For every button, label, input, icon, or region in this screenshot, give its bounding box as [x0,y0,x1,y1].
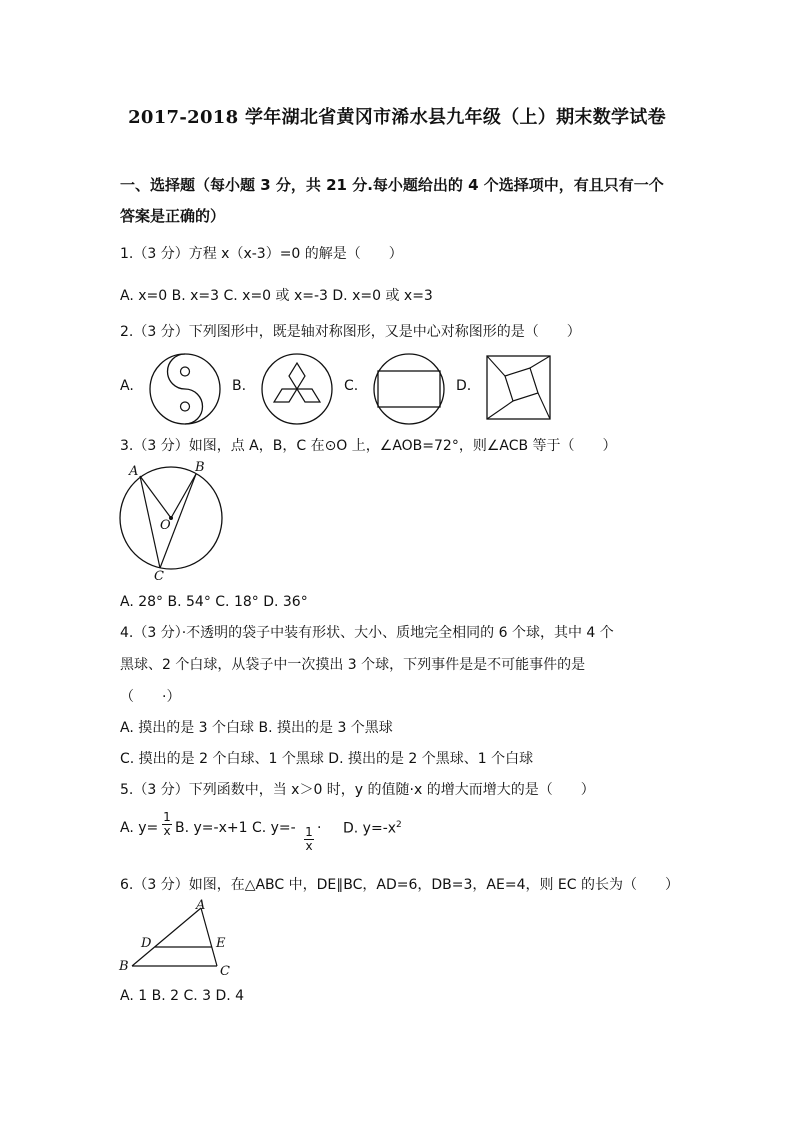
q5-option-c-fraction [304,826,314,853]
section-heading-line2: 答案是正确的） [120,207,226,225]
q5-option-d-text: D. y=-x [343,820,397,837]
q4-options-row1: A. 摸出的是 3 个白球 B. 摸出的是 3 个黑球 [120,720,393,736]
q6-point-a: A [196,898,206,913]
q6-stem: 6.（3 分）如图，在△ABC 中，DE∥BC，AD=6，DB=3，AE=4，则 EC 的长为（ ） [120,877,680,893]
q6-point-b: B [119,959,129,974]
q3-point-o: O [160,518,171,533]
q5-option-a-prefix: A. y= [120,820,159,836]
q3-stem: 3.（3 分）如图，点 A，B，C 在⊙O 上，∠AOB=72°，则∠ACB 等于（ ） [120,438,617,454]
q4-stem-line1: 4.（3 分）·不透明的袋子中装有形状、大小、质地完全相同的 6 个球，其中 4 个 [120,625,614,641]
q5-frac-c-denominator: x [305,839,313,853]
q5-option-d-exponent: 2 [396,820,402,830]
q4-options-row2: C. 摸出的是 2 个白球、1 个黑球 D. 摸出的是 2 个黑球、1 个白球 [120,751,534,767]
q5-option-d [343,820,402,837]
q6-point-c: C [220,964,230,979]
q5-option-c-tail: · [317,820,322,836]
q6-triangle-figure [112,896,242,980]
q2-figure-b-three-diamonds [258,352,336,426]
section-heading-line1: 一、选择题（每小题 3 分，共 21 分.每小题给出的 4 个选择项中，有且只有一个 [120,176,664,194]
q6-point-e: E [216,936,226,951]
q6-options: A. 1 B. 2 C. 3 D. 4 [120,988,245,1004]
q3-options: A. 28° B. 54° C. 18° D. 36° [120,594,308,610]
q1-stem: 1.（3 分）方程 x（x-3）=0 的解是（ ） [120,246,403,262]
q5-frac-a-numerator: 1 [163,810,171,824]
page-title: 2017-2018 学年湖北省黄冈市浠水县九年级（上）期末数学试卷 [128,107,666,128]
q5-frac-a-denominator: x [163,824,171,838]
q3-point-c: C [154,569,164,584]
q2-stem: 2.（3 分）下列图形中，既是轴对称图形，又是中心对称图形的是（ ） [120,324,581,340]
q4-stem-line3: （ ·） [120,689,181,705]
q6-point-d: D [141,936,152,951]
q4-stem-line2: 黑球、2 个白球，从袋子中一次摸出 3 个球，下列事件是是不可能事件的是 [120,657,586,673]
q3-circle-figure [112,458,232,584]
q5-stem: 5.（3 分）下列函数中，当 x＞0 时，y 的值随·x 的增大而增大的是（ ） [120,782,595,798]
q2-figure-c-rect-in-circle [370,352,448,426]
q2-label-c: C. [344,378,359,394]
q2-figure-a-yinyang [146,352,224,426]
q2-label-d: D. [456,378,472,394]
q2-label-a: A. [120,378,134,394]
q5-option-a-fraction [162,811,172,838]
q2-label-b: B. [232,378,247,394]
q3-point-b: B [195,460,205,475]
q1-options: A. x=0 B. x=3 C. x=0 或 x=-3 D. x=0 或 x=3 [120,288,433,304]
q5-frac-c-numerator: 1 [305,825,313,839]
q3-point-a: A [129,464,139,479]
q2-figure-d-square-pinwheel [482,352,554,424]
q5-option-b-c: B. y=-x+1 C. y=- [175,820,296,836]
